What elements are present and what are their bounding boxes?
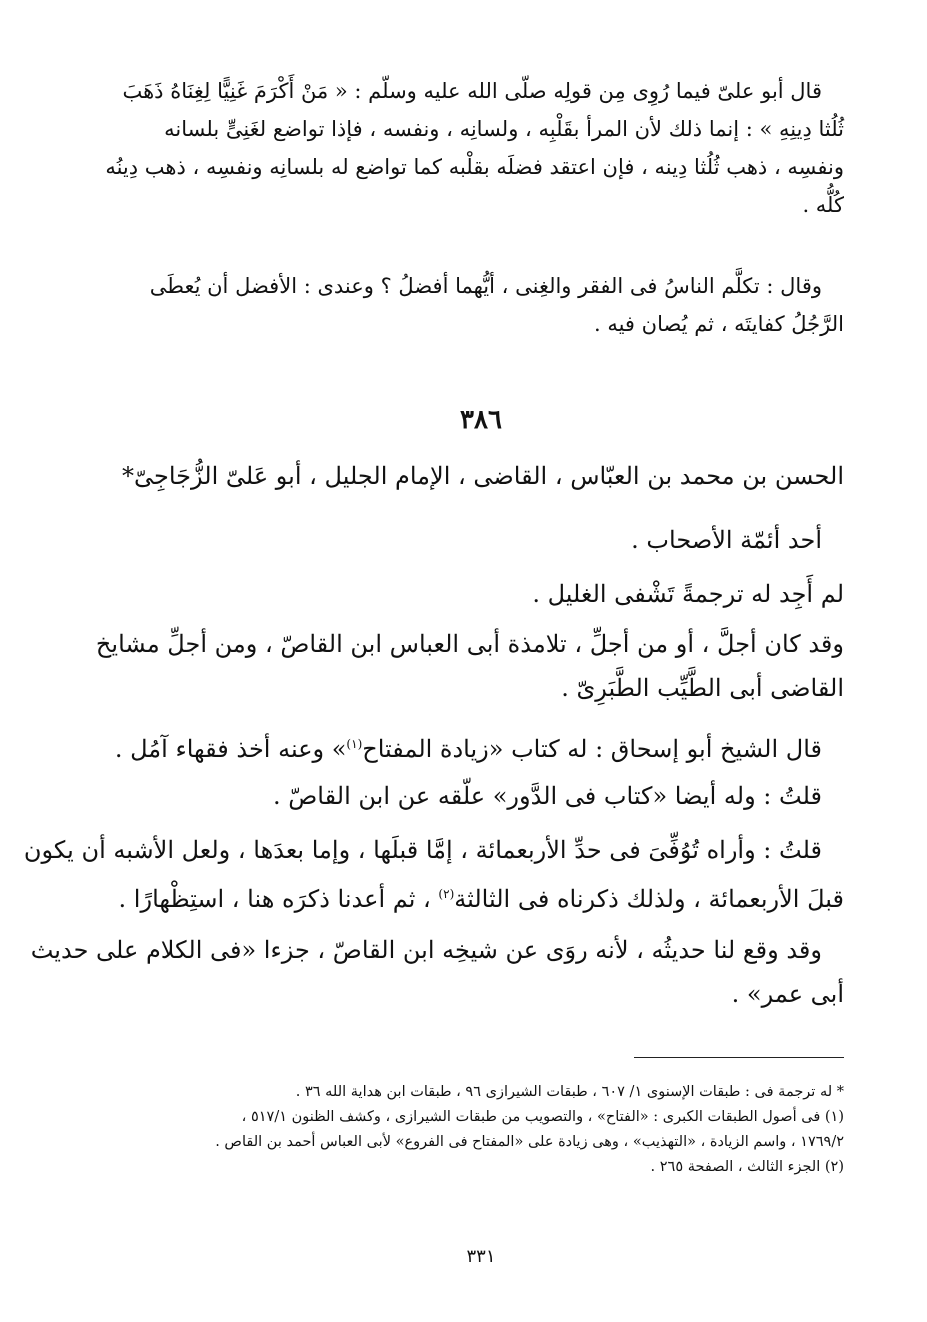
text-line: ونفسِه ، ذهب ثُلُثا دِينه ، فإن اعتقد فضلَه بقلْبه كما تواضع له بلسانِه ونفسِه ، ذهب دِينُه [105,155,844,179]
footnotes [118,1080,844,1180]
footnote-item: ١٧٦٩/٢ ، واسم الزيادة ، «التهذيب» ، وهى زيادة على «المفتاح فى الفروع» لأبى العباس أحمد بن القاص . [215,1134,844,1150]
paragraph-poverty-wealth [118,267,844,343]
paragraph-abu-ishaq [114,722,844,771]
entry-heading [118,454,844,498]
entry-number: ٣٨٦ [460,405,502,435]
footnote-separator [634,1057,844,1058]
text-line: قلتُ : وله أيضا «كتاب فى الدَّور» علّقه عن ابن القاصّ . [273,782,822,810]
text-line: الرَّجُلُ كفايتَه ، ثم يُصان فيه . [593,312,844,336]
footnote-item: * له ترجمة فى : طبقات الإسنوى ١/ ٦٠٧ ، طبقات الشيرازى ٩٦ ، طبقات ابن هداية الله ٣٦ . [295,1084,844,1100]
footnote-item: (١) فى أصول الطبقات الكبرى : «الفتاح» ، والتصويب من طبقات الشيرازى ، وكشف الظنون ٥١٧/١ ، [241,1109,844,1125]
text-segment: » وعنه أخذ فقهاء آمُل . [114,735,347,763]
text-line: قال أبو علىّ فيما رُوِى مِن قولِه صلّى الله عليه وسلّم : « مَنْ أَكْرَمَ غَنِيًّا لِغِنَاهُ ذَهَبَ [122,79,822,103]
paragraph-imams [118,518,844,562]
footnote-ref: (٢) [438,887,455,901]
text-line: القاضى أبى الطَّيِّب الطَّبَرِىّ . [561,674,844,702]
text-line [118,872,844,921]
paragraph-dawr [118,774,844,818]
text-line: أبى عمر» . [731,980,844,1008]
text-segment: قال الشيخ أبو إسحاق : له كتاب «زيادة المفتاح [362,735,822,763]
footnote-ref: (١) [346,737,363,751]
text-line: قلتُ : وأراه تُوُفِّىَ فى حدِّ الأربعمائة ، إمَّا قبلَها ، وإما بعدَها ، ولعل الأشبه أن يكون [23,836,822,864]
footnote-item: (٢) الجزء الثالث ، الصفحة ٢٦٥ . [650,1159,844,1175]
text-line [114,722,844,771]
book-page [23,62,844,1312]
text-line: وقال : تكلَّم الناسُ فى الفقر والغِنى ، أيُّهما أفضلُ ؟ وعندى : الأفضل أن يُعطَى [149,274,822,298]
entry-name: الحسن بن محمد بن العبّاس ، القاضى ، الإمام الجليل ، أبو عَلىّ الزُّجَاجِىّ* [122,462,844,490]
paragraph-hadith [30,928,844,1016]
text-segment: قبلَ الأربعمائة ، ولذلك ذكرناه فى الثالثة [454,885,844,913]
text-line: ثُلُثا دِينِهِ » : إنما ذلك لأن المرأ بقَلْبِه ، ولسانِه ، ونفسه ، فإذا تواضع لغَنِىٍّ بلسانه [164,117,844,141]
paragraph-not-found [118,572,844,616]
paragraph-hadith-rich [105,72,844,224]
text-line: لم أَجِد له ترجمةً تَشْفى الغليل . [532,580,844,608]
text-line: وقد كان أجلَّ ، أو من أجلِّ ، تلامذة أبى العباس ابن القاصّ ، ومن أجلِّ مشايخ [95,630,844,658]
text-line: أحد أئمّة الأصحاب . [631,526,822,554]
page-number: ٣٣١ [466,1246,496,1267]
text-segment: ، ثم أعدنا ذكرَه هنا ، استِظْهارًا . [118,885,439,913]
text-line: كُلُّه . [802,193,844,217]
paragraph-teachers [95,622,844,710]
text-line: وقد وقع لنا حديثُه ، لأنه روَى عن شيخِه ابن القاصّ ، جزءا «فى الكلام على حديث [30,936,822,964]
paragraph-death [23,828,844,921]
